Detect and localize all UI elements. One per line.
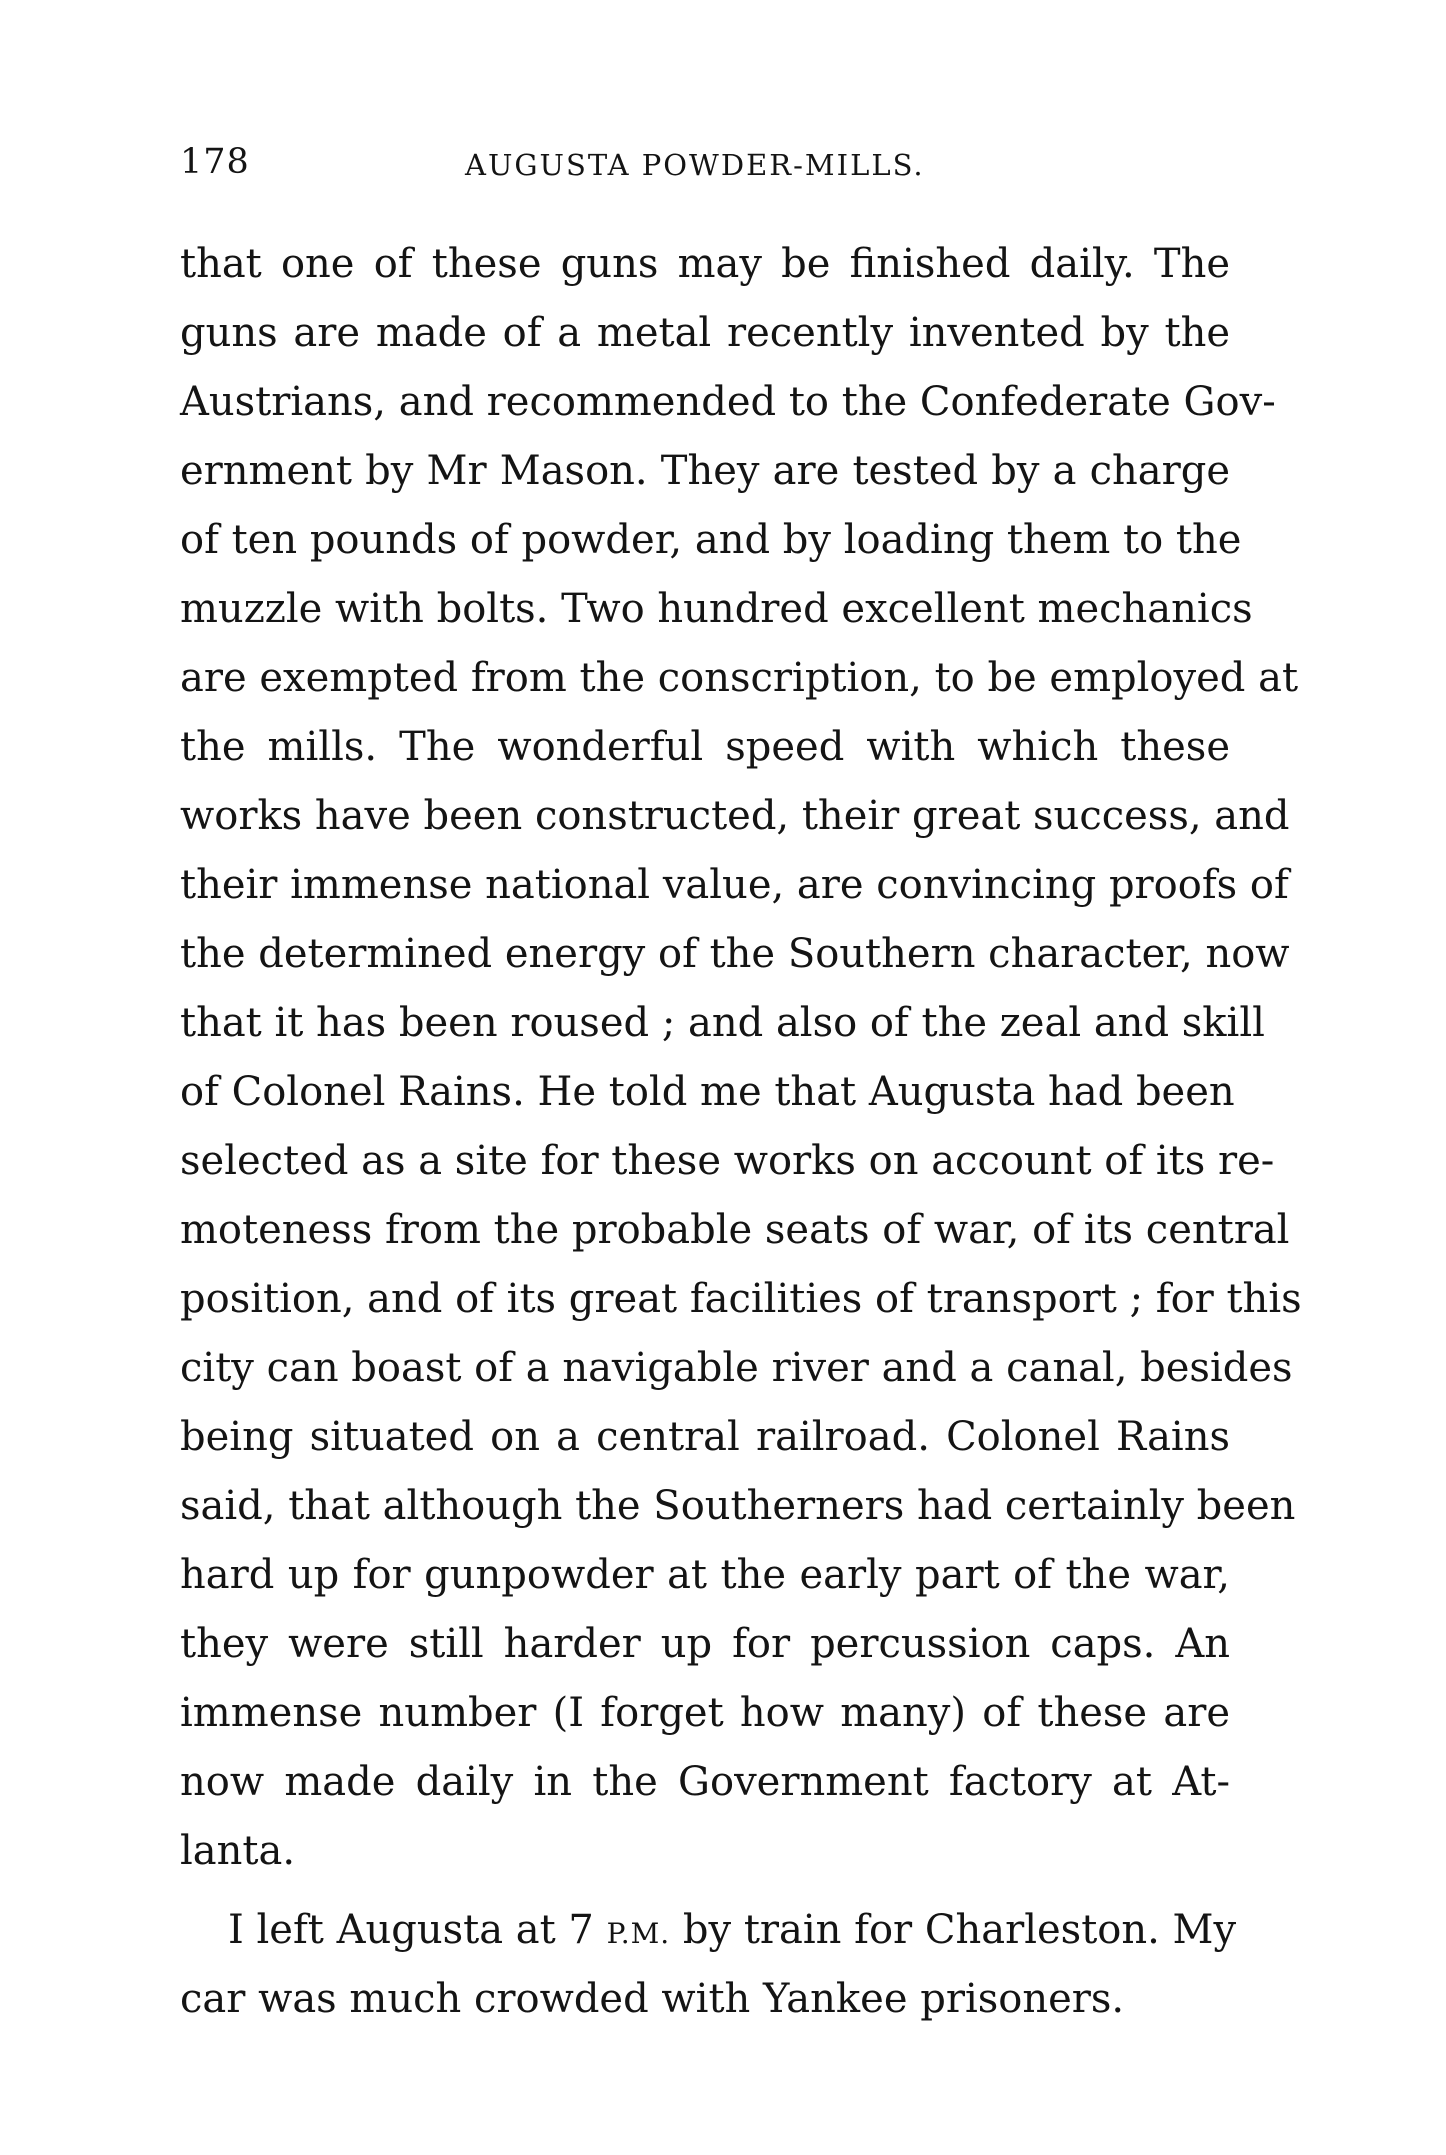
text-line: that it has been roused ; and also of the zeal and skill bbox=[180, 1000, 1265, 1046]
text-line: ernment by Mr Mason. They are tested by a charge bbox=[180, 448, 1230, 494]
running-head bbox=[180, 142, 1220, 192]
text-line: the mills. The wonderful speed with which these bbox=[180, 724, 1230, 770]
text-line: works have been constructed, their great success, and bbox=[180, 793, 1290, 839]
text-line: that one of these guns may be finished daily. The bbox=[180, 241, 1230, 287]
text-line: they were still harder up for percussion caps. An bbox=[180, 1621, 1230, 1667]
text-line: muzzle with bolts. Two hundred excellent mechanics bbox=[180, 586, 1253, 632]
text-line bbox=[180, 1896, 1237, 1965]
running-title: AUGUSTA POWDER-MILLS. bbox=[465, 148, 925, 182]
text-line: being situated on a central railroad. Colonel Rains bbox=[180, 1414, 1230, 1460]
text-line: Austrians, and recommended to the Confederate Gov- bbox=[180, 379, 1276, 425]
text-line: of ten pounds of powder, and by loading them to the bbox=[180, 517, 1242, 563]
text-line: car was much crowded with Yankee prisoners. bbox=[180, 1976, 1125, 2022]
text-line: are exempted from the conscription, to be employed at bbox=[180, 655, 1299, 701]
text-line: of Colonel Rains. He told me that Augusta had been bbox=[180, 1069, 1235, 1115]
text-line: city can boast of a navigable river and a canal, besides bbox=[180, 1345, 1293, 1391]
text-line: moteness from the probable seats of war, of its central bbox=[180, 1207, 1290, 1253]
body-text bbox=[180, 230, 1302, 2034]
text-segment: I left Augusta at 7 bbox=[228, 1907, 607, 1953]
text-line: the determined energy of the Southern character, now bbox=[180, 931, 1290, 977]
paragraph-2 bbox=[180, 1896, 1237, 2034]
text-segment: by train for Charleston. My bbox=[670, 1907, 1237, 1953]
text-line: immense number (I forget how many) of these are bbox=[180, 1690, 1230, 1736]
text-line: their immense national value, are convincing proofs of bbox=[180, 862, 1289, 908]
text-line: said, that although the Southerners had certainly been bbox=[180, 1483, 1296, 1529]
text-line: hard up for gunpowder at the early part of the war, bbox=[180, 1552, 1230, 1598]
text-line: position, and of its great facilities of transport ; for this bbox=[180, 1276, 1302, 1322]
text-line: now made daily in the Government factory at At- bbox=[180, 1759, 1230, 1805]
text-line: lanta. bbox=[180, 1828, 296, 1874]
text-line: guns are made of a metal recently invented by the bbox=[180, 310, 1230, 356]
page-number: 178 bbox=[180, 142, 250, 182]
text-line: selected as a site for these works on account of its re- bbox=[180, 1138, 1275, 1184]
time-abbreviation: P.M. bbox=[606, 1917, 671, 1950]
paragraph-1 bbox=[180, 230, 1302, 1886]
